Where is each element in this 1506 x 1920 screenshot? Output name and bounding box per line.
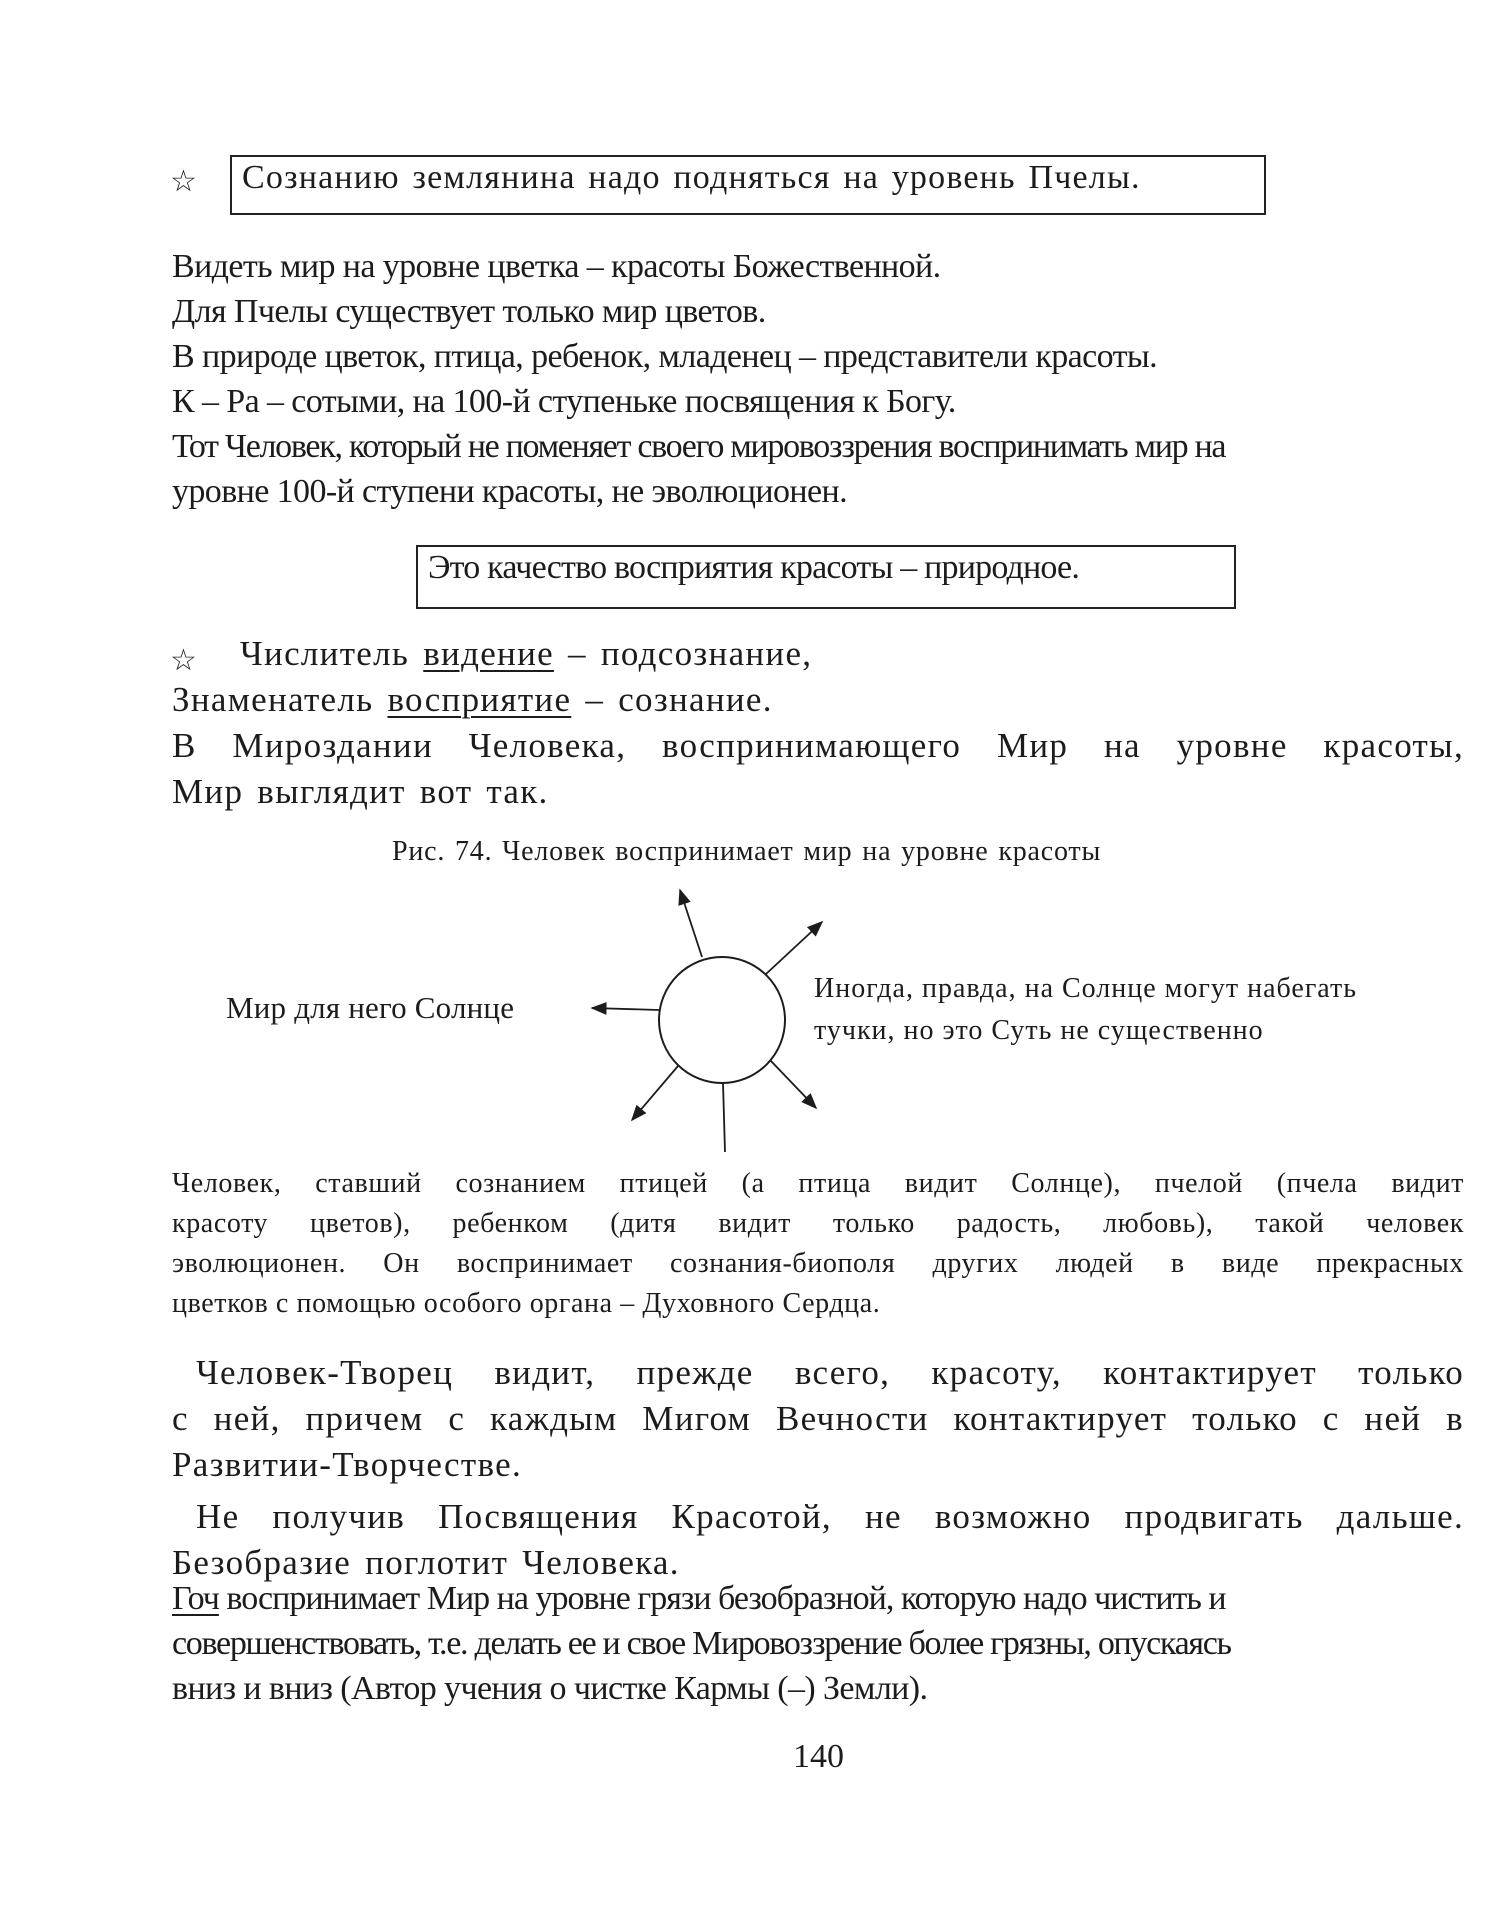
header-box — [230, 155, 1266, 215]
text-line: Развитии-Творчестве. — [172, 1445, 522, 1484]
text-line: совершенствовать, т.е. делать ее и свое Мировоззрение более грязны, опускаясь — [172, 1625, 1231, 1662]
denominator-rest: – сознание. — [585, 680, 773, 719]
text-line: Тот Человек, который не поменяет своего мировоззрения воспринимать мир на — [172, 428, 1226, 465]
text-line: вниз и вниз (Автор учения о чистке Кармы (–) Земли). — [172, 1670, 928, 1707]
text-line: Человек-Творец видит, прежде всего, красоту, контактирует только — [196, 1353, 1464, 1392]
text-line: Человек, ставший сознанием птицей (а птица видит Солнце), пчелой (пчела видит — [172, 1168, 1464, 1199]
text-line: Видеть мир на уровне цветка – красоты Божественной. — [172, 248, 941, 285]
text-line: Безобразие поглотит Человека. — [172, 1543, 680, 1582]
figure-caption: Рис. 74. Человек воспринимает мир на уровне красоты — [392, 836, 1102, 867]
ray-top-right — [766, 922, 822, 974]
quality-box-text: Это качество восприятия красоты – природное. — [428, 549, 1080, 586]
ray-bottom — [723, 1083, 725, 1152]
text-line: уровне 100-й ступени красоты, не эволюционен. — [172, 473, 847, 510]
header-box-text: Сознанию землянина надо подняться на уровень Пчелы. — [242, 159, 1141, 196]
text-line: Не получив Посвящения Красотой, не возможно продвигать дальше. — [196, 1497, 1464, 1536]
star-icon: ☆ — [170, 643, 197, 678]
ray-bottom-left — [632, 1066, 678, 1120]
figure-left-label: Мир для него Солнце — [226, 990, 515, 1025]
text-line — [172, 1576, 1464, 1621]
goch-term: Гоч — [172, 1580, 219, 1617]
ray-left — [592, 1008, 659, 1010]
figure-right-label — [814, 968, 1357, 1052]
text-line: с ней, причем с каждым Мигом Вечности контактирует только с ней в — [172, 1399, 1464, 1438]
paragraph-1 — [172, 244, 1462, 514]
paragraph-4 — [172, 1576, 1464, 1711]
text-line: К – Ра – сотыми, на 100-й ступеньке посвящения к Богу. — [172, 383, 956, 420]
figure-right-label-line: Иногда, правда, на Солнце могут набегать — [814, 973, 1358, 1004]
denominator-line — [172, 680, 773, 720]
denominator-term: восприятие — [387, 680, 572, 719]
ray-bottom-right — [770, 1060, 816, 1108]
text-line: красоту цветов), ребенком (дитя видит только радость, любовь), такой человек — [172, 1208, 1464, 1239]
denominator-label: Знаменатель — [172, 680, 374, 719]
numerator-label: Числитель — [240, 634, 410, 673]
text-span: воспринимает Мир на уровне грязи безобразной, которую надо чистить и — [218, 1580, 1226, 1617]
text-line: цветков с помощью особого органа – Духовного Сердца. — [172, 1288, 881, 1319]
fraction-line-3: В Мироздании Человека, воспринимающего Мир на уровне красоты, — [172, 726, 1464, 765]
quality-box — [416, 545, 1236, 609]
text-line: эволюционен. Он воспринимает сознания-биополя других людей в виде прекрасных — [172, 1248, 1464, 1279]
text-line: В природе цветок, птица, ребенок, младенец – представители красоты. — [172, 338, 1157, 375]
text-line: Для Пчелы существует только мир цветов. — [172, 293, 766, 330]
star-icon: ☆ — [170, 164, 197, 199]
paragraph-3 — [172, 1350, 1464, 1586]
numerator-line — [240, 634, 812, 674]
numerator-term: видение — [423, 634, 554, 673]
figure-right-label-line: тучки, но это Суть не существенно — [814, 1015, 1264, 1046]
paragraph-2 — [172, 1164, 1464, 1324]
fraction-line-4: Мир выглядит вот так. — [172, 772, 549, 811]
page-number: 140 — [793, 1738, 844, 1775]
numerator-rest: – подсознание, — [568, 634, 813, 673]
ray-top — [680, 890, 702, 957]
